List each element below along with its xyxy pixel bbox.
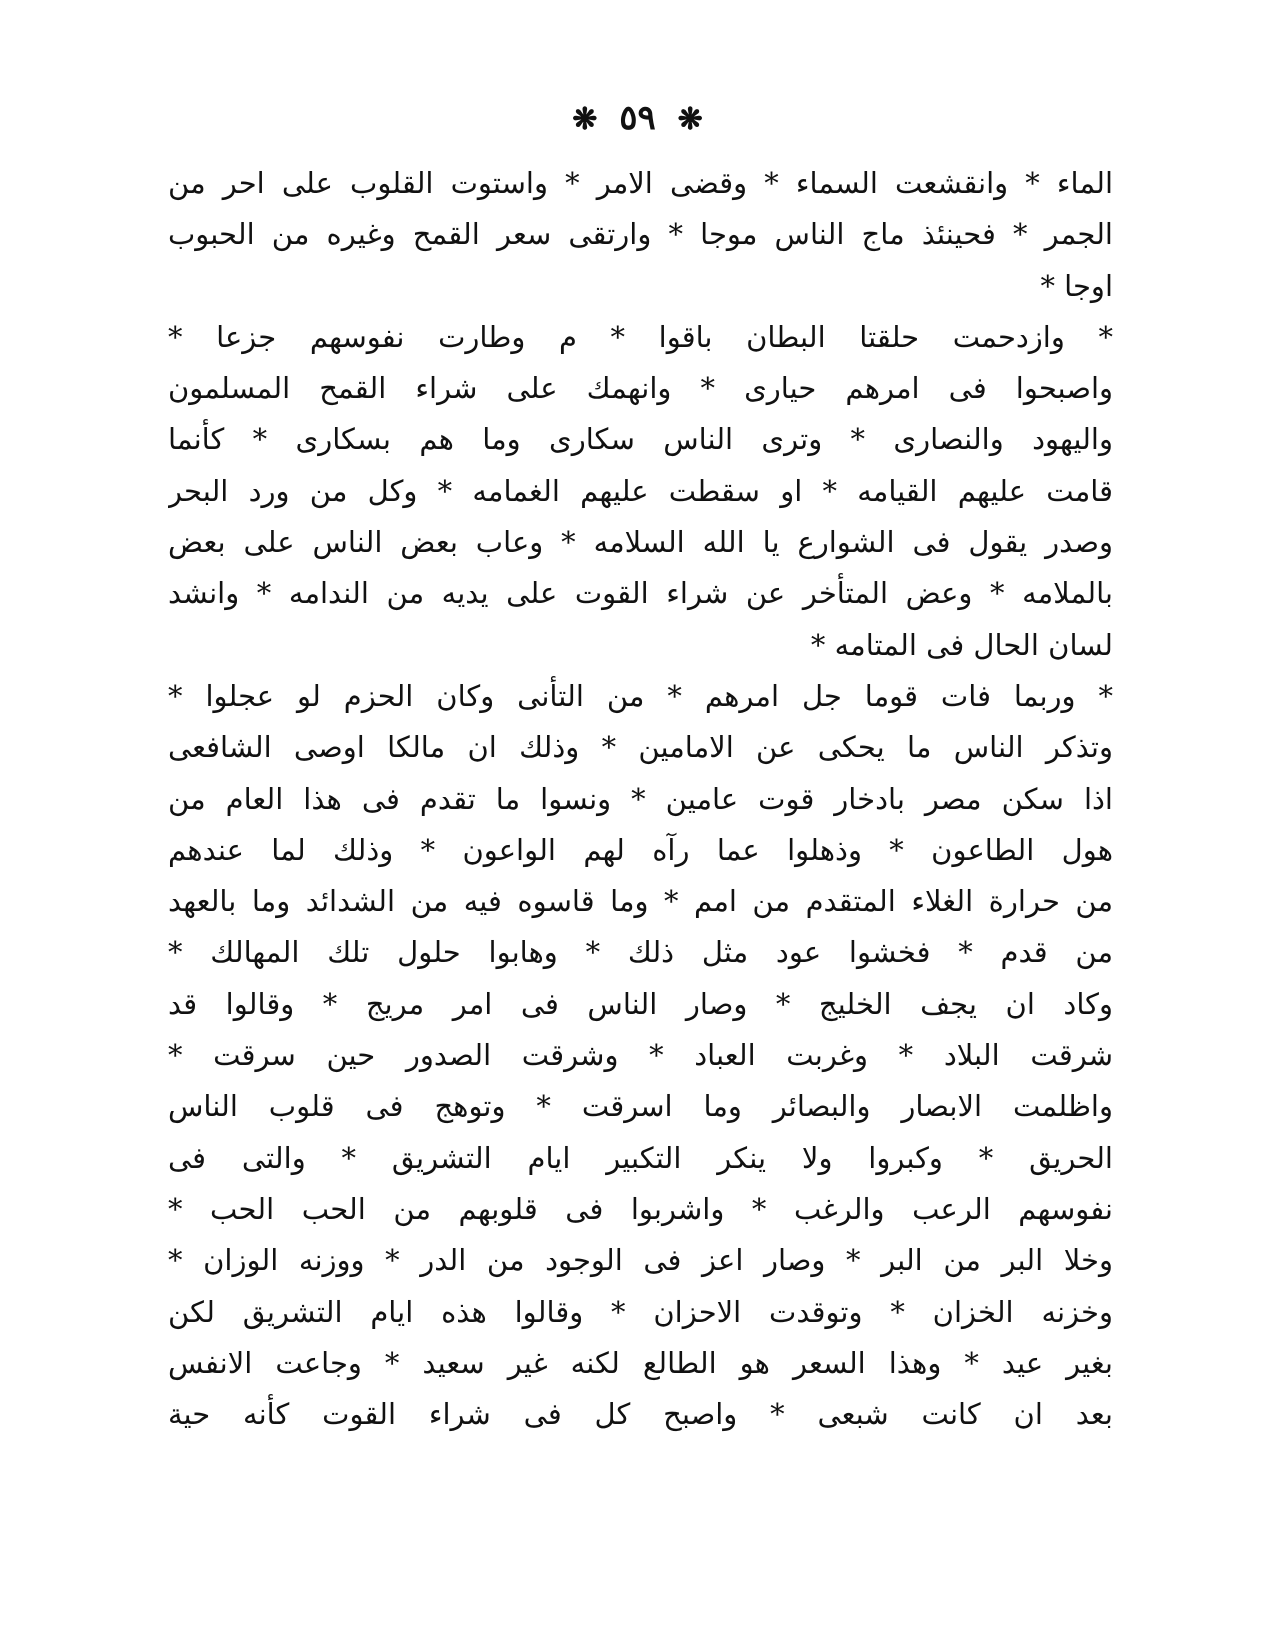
text-line: بغير عيد * وهذا السعر هو الطالع لكنه غير سعيد * وجاعت الانفس xyxy=(168,1345,1113,1380)
text-line: واظلمت الابصار والبصائر وما اسرقت * وتوهج فى قلوب الناس xyxy=(168,1089,1113,1124)
ornament-icon-left: ❋ xyxy=(677,102,703,137)
text-line: وخزنه الخزان * وتوقدت الاحزان * وقالوا هذه ايام التشريق لكن xyxy=(168,1294,1113,1329)
text-line: الجمر * فحينئذ ماج الناس موجا * وارتقى سعر القمح وغيره من الحبوب xyxy=(168,217,1113,252)
body-text xyxy=(168,158,1113,1440)
text-line: شرقت البلاد * وغربت العباد * وشرقت الصدور حين سرقت * xyxy=(168,1038,1113,1073)
text-line: بالملامه * وعض المتأخر عن شراء القوت على يديه من الندامه * وانشد xyxy=(168,576,1113,611)
page-header xyxy=(0,98,1275,140)
text-line: هول الطاعون * وذهلوا عما رآه لهم الواعون * وذلك لما عندهم xyxy=(168,832,1113,867)
text-line: لسان الحال فى المتامه * xyxy=(810,627,1113,662)
text-line: من حرارة الغلاء المتقدم من امم * وما قاسوه فيه من الشدائد وما بالعهد xyxy=(168,884,1113,919)
text-line: واليهود والنصارى * وترى الناس سكارى وما هم بسكارى * كأنما xyxy=(168,422,1113,457)
page-number: ٥٩ xyxy=(619,98,656,138)
text-line: واصبحوا فى امرهم حيارى * وانهمك على شراء القمح المسلمون xyxy=(168,371,1113,406)
text-line: من قدم * فخشوا عود مثل ذلك * وهابوا حلول تلك المهالك * xyxy=(168,935,1113,970)
text-line: نفوسهم الرعب والرغب * واشربوا فى قلوبهم من الحب الحب * xyxy=(168,1191,1113,1226)
text-line: وكاد ان يجف الخليج * وصار الناس فى امر مريج * وقالوا قد xyxy=(168,986,1113,1021)
text-line: وصدر يقول فى الشوارع يا الله السلامه * وعاب بعض الناس على بعض xyxy=(168,525,1113,560)
text-line: وتذكر الناس ما يحكى عن الامامين * وذلك ان مالكا اوصى الشافعى xyxy=(168,730,1113,765)
text-line: اذا سكن مصر بادخار قوت عامين * ونسوا ما تقدم فى هذا العام من xyxy=(168,781,1113,816)
verse-line: * وربما فات قوما جل امرهم * من التأنى وكان الحزم لو عجلوا * xyxy=(168,678,1113,713)
verse-line: * وازدحمت حلقتا البطان باقوا * م وطارت نفوسهم جزعا * xyxy=(168,319,1113,354)
text-line: الحريق * وكبروا ولا ينكر التكبير ايام التشريق * والتى فى xyxy=(168,1140,1113,1175)
text-line: قامت عليهم القيامه * او سقطت عليهم الغمامه * وكل من ورد البحر xyxy=(168,473,1113,508)
text-line: بعد ان كانت شبعى * واصبح كل فى شراء القوت كأنه حية xyxy=(168,1397,1113,1432)
text-line: وخلا البر من البر * وصار اعز فى الوجود من الدر * ووزنه الوزان * xyxy=(168,1243,1113,1278)
text-line: الماء * وانقشعت السماء * وقضى الامر * واستوت القلوب على احر من xyxy=(168,166,1113,200)
text-line: اوجا * xyxy=(1040,268,1113,303)
ornament-icon-right: ❋ xyxy=(572,102,598,137)
